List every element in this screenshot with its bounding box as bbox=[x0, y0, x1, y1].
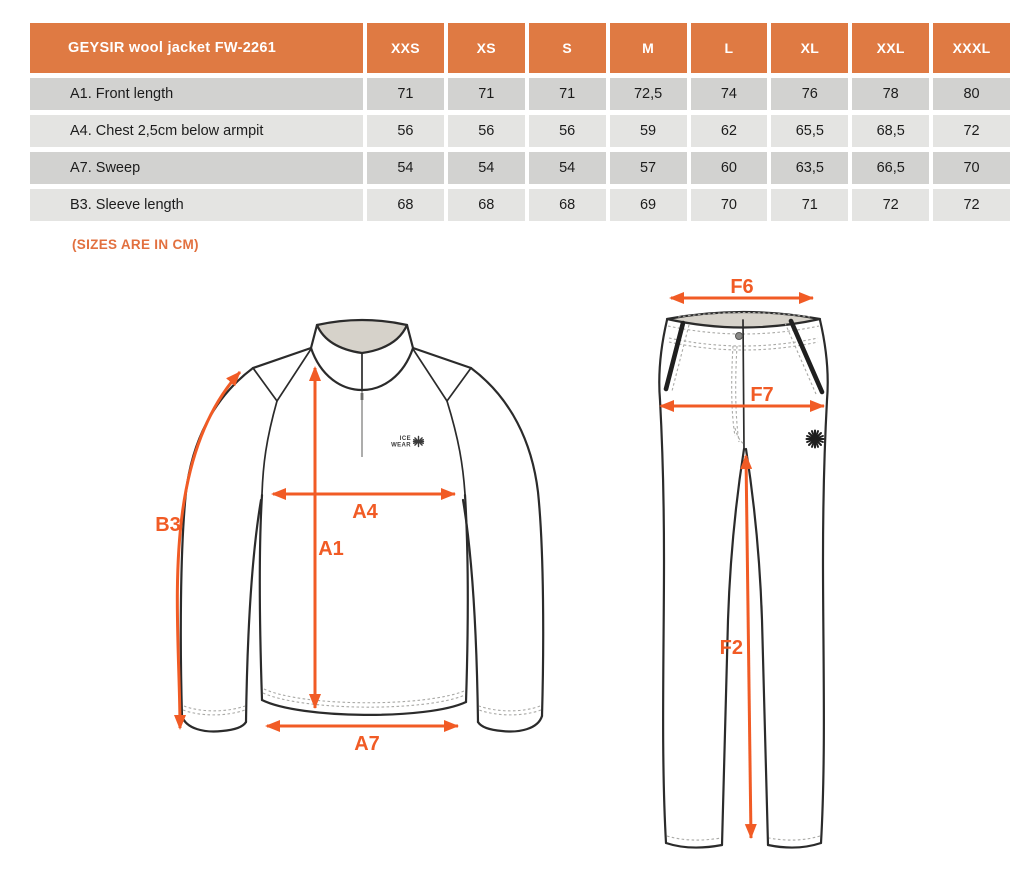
table-cell: 69 bbox=[610, 189, 687, 221]
size-header-xxl: XXL bbox=[852, 23, 929, 73]
table-cell: 56 bbox=[448, 115, 525, 147]
row-label-front-length: A1. Front length bbox=[30, 78, 363, 110]
f7-label: F7 bbox=[750, 384, 774, 406]
table-cell: 80 bbox=[933, 78, 1010, 110]
table-cell: 72 bbox=[852, 189, 929, 221]
pants-pocket-right-stitch bbox=[785, 323, 816, 394]
jacket-diagram bbox=[155, 320, 543, 755]
table-cell: 59 bbox=[610, 115, 687, 147]
table-cell: 71 bbox=[448, 78, 525, 110]
table-cell: 72,5 bbox=[610, 78, 687, 110]
a7-label: A7 bbox=[354, 733, 380, 755]
table-cell: 57 bbox=[610, 152, 687, 184]
pants-waistband-stitch bbox=[669, 342, 818, 350]
table-cell: 56 bbox=[529, 115, 606, 147]
table-cell: 68 bbox=[448, 189, 525, 221]
table-cell: 68 bbox=[529, 189, 606, 221]
table-cell: 70 bbox=[933, 152, 1010, 184]
table-cell: 78 bbox=[852, 78, 929, 110]
pants-waistband-stitch bbox=[668, 326, 819, 334]
pants-left-hem bbox=[666, 843, 722, 848]
jacket-sleeve-right-outer bbox=[471, 368, 543, 716]
a1-label: A1 bbox=[318, 538, 344, 560]
units-note: (SIZES ARE IN CM) bbox=[72, 237, 199, 252]
row-label-sleeve-length: B3. Sleeve length bbox=[30, 189, 363, 221]
pants-pocket-left-stitch bbox=[672, 325, 689, 391]
size-header-xxxl: XXXL bbox=[933, 23, 1010, 73]
f6-label: F6 bbox=[730, 276, 754, 298]
jacket-sleeve-left-inner bbox=[246, 500, 261, 722]
pants-waistband-stitch bbox=[669, 338, 818, 346]
pants-diagram bbox=[659, 276, 827, 848]
table-cell: 72 bbox=[933, 115, 1010, 147]
pants-left-inner bbox=[719, 449, 744, 845]
jacket-logo-wear: WEAR bbox=[391, 442, 411, 449]
row-label-chest: A4. Chest 2,5cm below armpit bbox=[30, 115, 363, 147]
size-header-xl: XL bbox=[771, 23, 848, 73]
jacket-sleeve-left-outer bbox=[181, 368, 253, 716]
jacket-logo-snowflake-icon bbox=[414, 437, 424, 447]
jacket-collar-opening bbox=[317, 320, 407, 353]
jacket-hem-stitch bbox=[264, 689, 464, 703]
jacket-cuff-stitch bbox=[479, 710, 541, 715]
jacket-body-right bbox=[465, 495, 468, 702]
pants-fly-stitch bbox=[732, 346, 735, 436]
jacket-raglan-seam-left bbox=[262, 401, 277, 494]
jacket-sleeve-right-inner bbox=[463, 500, 478, 722]
pants-fly-stitch bbox=[736, 346, 739, 442]
table-cell: 72 bbox=[933, 189, 1010, 221]
size-header-l: L bbox=[691, 23, 768, 73]
row-label-sweep: A7. Sweep bbox=[30, 152, 363, 184]
jacket-body-left bbox=[260, 495, 262, 700]
pants-right-hem-stitch bbox=[769, 836, 820, 840]
jacket-shoulder-seam-right bbox=[413, 348, 471, 368]
f2-label: F2 bbox=[719, 637, 743, 659]
table-cell: 60 bbox=[691, 152, 768, 184]
pants-pocket-left bbox=[666, 323, 683, 389]
pants-fly-jstitch bbox=[735, 428, 744, 444]
table-cell: 71 bbox=[771, 189, 848, 221]
jacket-cuff-stitch bbox=[183, 710, 245, 715]
pants-waist-inner-stitch bbox=[678, 313, 810, 318]
table-title: GEYSIR wool jacket FW-2261 bbox=[30, 23, 363, 73]
table-cell: 54 bbox=[448, 152, 525, 184]
size-header-xxs: XXS bbox=[367, 23, 444, 73]
pants-right-hem bbox=[768, 843, 821, 848]
pants-left-outer bbox=[659, 320, 667, 843]
pants-left-hem-stitch bbox=[667, 836, 721, 840]
b3-sleeve-arrow bbox=[177, 372, 240, 728]
table-cell: 66,5 bbox=[852, 152, 929, 184]
table-cell: 71 bbox=[367, 78, 444, 110]
pants-right-inner bbox=[746, 449, 768, 845]
a4-label: A4 bbox=[352, 501, 378, 523]
pants-button bbox=[736, 333, 743, 340]
jacket-raglan-seam-right bbox=[447, 401, 465, 494]
pants-waist-opening bbox=[667, 312, 820, 328]
table-cell: 56 bbox=[367, 115, 444, 147]
jacket-zipper-pull bbox=[361, 393, 364, 400]
b3-label: B3 bbox=[155, 514, 181, 536]
pants-center-seam bbox=[743, 320, 744, 449]
table-cell: 74 bbox=[691, 78, 768, 110]
jacket-hem bbox=[262, 700, 466, 715]
jacket-shoulder-seam-left bbox=[253, 348, 311, 368]
f2-inseam-arrow bbox=[746, 456, 751, 838]
size-header-xs: XS bbox=[448, 23, 525, 73]
table-cell: 76 bbox=[771, 78, 848, 110]
jacket-hem-stitch bbox=[263, 693, 465, 707]
table-cell: 65,5 bbox=[771, 115, 848, 147]
jacket-cuff-stitch bbox=[479, 706, 540, 711]
jacket-sleeve-right-cuff bbox=[478, 716, 542, 731]
size-table bbox=[30, 23, 1010, 221]
pants-pocket-right bbox=[791, 321, 822, 392]
pants-snowflake-icon bbox=[807, 431, 824, 448]
table-cell: 54 bbox=[529, 152, 606, 184]
jacket-sleeve-left-cuff bbox=[182, 716, 246, 731]
table-cell: 62 bbox=[691, 115, 768, 147]
jacket-shoulder-gusset-left bbox=[253, 349, 311, 401]
table-cell: 68 bbox=[367, 189, 444, 221]
table-cell: 71 bbox=[529, 78, 606, 110]
table-cell: 70 bbox=[691, 189, 768, 221]
jacket-cuff-stitch bbox=[184, 706, 245, 711]
jacket-collar-outline bbox=[311, 325, 413, 390]
table-cell: 54 bbox=[367, 152, 444, 184]
table-cell: 68,5 bbox=[852, 115, 929, 147]
jacket-shoulder-gusset-right bbox=[413, 349, 471, 401]
jacket-logo-ice: ICE bbox=[399, 436, 411, 442]
table-cell: 63,5 bbox=[771, 152, 848, 184]
pants-right-outer bbox=[820, 320, 828, 843]
size-header-s: S bbox=[529, 23, 606, 73]
size-header-m: M bbox=[610, 23, 687, 73]
